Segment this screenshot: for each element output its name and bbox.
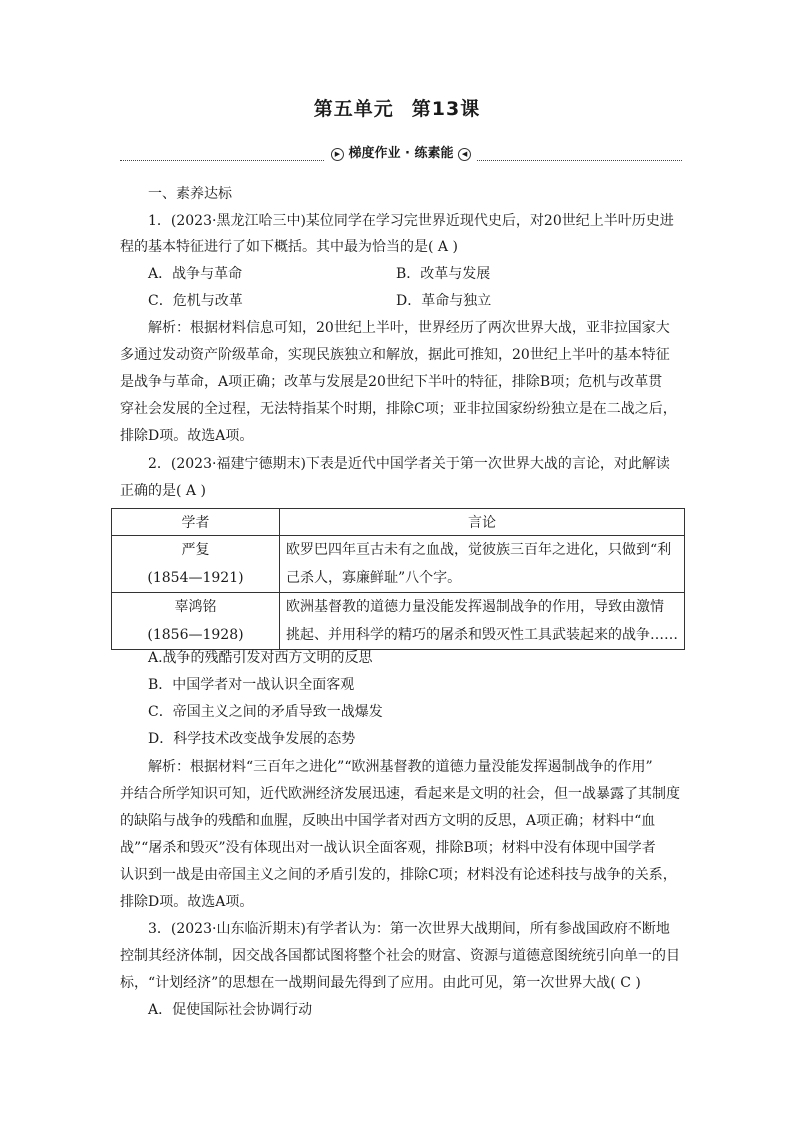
section-heading: 一、素养达标 (148, 186, 232, 202)
unit-title: 第五单元 (313, 98, 394, 120)
table-header-scholar: 学者 (112, 509, 280, 536)
q1-analysis-line4: 穿社会发展的全过程，无法特指某个时期，排除C项；亚非拉国家纷纷独立是在二战之后， (120, 401, 677, 417)
q1-analysis-line5: 排除D项。故选A项。 (120, 428, 254, 444)
q2-analysis-line4: 战”“屠杀和毁灭”没有体现出对一战认识全面客观，排除B项；材料中没有体现中国学者 (120, 840, 656, 856)
quote-line: 己杀人，寡廉鲜耻”八个字。 (286, 570, 462, 586)
scholar-years: (1854—1921) (147, 570, 244, 586)
scholar-cell (112, 536, 280, 593)
lesson-title: 第13课 (411, 98, 481, 120)
table-header-quote: 言论 (280, 509, 685, 536)
q2-analysis-line3: 的缺陷与战争的残酷和血腥，反映出中国学者对西方文明的反思，A项正确；材料中“血 (120, 813, 656, 829)
q1-stem-line1: 1．(2023·黑龙江哈三中)某位同学在学习完世界近现代史后，对20世纪上半叶历史进 (148, 213, 674, 229)
quote-cell (280, 536, 685, 593)
q1-option-a: A．战争与革命 (148, 266, 243, 282)
q2-analysis-line1: 解析：根据材料“三百年之进化”“欧洲基督教的道德力量没能发挥遏制战争的作用” (148, 759, 653, 775)
scholar-name: 严复 (181, 542, 210, 558)
play-left-icon: ◀ (458, 148, 471, 161)
scholar-name: 辜鸿铭 (174, 599, 217, 615)
q3-stem-line2: 控制其经济体制，因交战各国都试图将整个社会的财富、资源与道德意图统统引向单一的目 (120, 948, 680, 964)
q1-option-c: C．危机与改革 (148, 293, 243, 309)
q2-stem-line1: 2．(2023·福建宁德期末)下表是近代中国学者关于第一次世界大战的言论，对此解读 (148, 456, 670, 472)
q2-analysis-line5: 认识到一战是由帝国主义之间的矛盾引发的，排除C项；材料没有论述科技与战争的关系， (120, 867, 677, 883)
table-row (112, 593, 685, 650)
q1-stem-line2: 程的基本特征进行了如下概括。其中最为恰当的是( A ) (120, 239, 458, 255)
page-title (0, 94, 794, 121)
q2-stem-line2: 正确的是( A ) (120, 483, 206, 499)
q3-stem-line1: 3．(2023·山东临沂期末)有学者认为：第一次世界大战期间，所有参战国政府不断地 (148, 921, 670, 937)
q2-analysis-line6: 排除D项。故选A项。 (120, 894, 254, 910)
quote-line: 欧罗巴四年亘古未有之血战，觉彼族三百年之进化，只做到“利 (286, 542, 672, 558)
q1-option-d: D．革命与独立 (396, 293, 492, 309)
q3-option-a: A．促使国际社会协调行动 (148, 1002, 313, 1018)
banner-label: 梯度作业 · 练素能 (348, 146, 454, 161)
q3-stem-line3: 标，“计划经济”的思想在一战期间最先得到了应用。由此可见，第一次世界大战( C ) (120, 975, 641, 991)
q2-analysis-line2: 并结合所学知识可知，近代欧洲经济发展迅速，看起来是文明的社会，但一战暴露了其制度 (120, 786, 680, 802)
q2-option-b: B．中国学者对一战认识全面客观 (148, 677, 355, 693)
scholar-years: (1856—1928) (147, 627, 244, 643)
quote-line: 欧洲基督教的道德力量没能发挥遏制战争的作用，导致由激情 (286, 599, 664, 615)
q1-option-b: B．改革与发展 (396, 266, 491, 282)
q2-option-a: A.战争的残酷引发对西方文明的反思 (148, 650, 373, 666)
quote-line: 挑起、并用科学的精巧的屠杀和毁灭性工具武装起来的战争…… (286, 627, 678, 643)
q1-analysis-line2: 多通过发动资产阶级革命，实现民族独立和解放，据此可推知，20世纪上半叶的基本特征 (120, 347, 670, 363)
scholar-cell (112, 593, 280, 650)
play-right-icon: ▶ (331, 148, 344, 161)
q2-option-d: D．科学技术改变战争发展的态势 (148, 731, 356, 747)
q1-analysis-line3: 是战争与革命，A项正确；改革与发展是20世纪下半叶的特征，排除B项；危机与改革贯 (120, 374, 663, 390)
table-row (112, 536, 685, 593)
quotes-table (111, 508, 685, 650)
quote-cell (280, 593, 685, 650)
q2-option-c: C．帝国主义之间的矛盾导致一战爆发 (148, 704, 383, 720)
table-header-row (112, 509, 685, 536)
section-banner (120, 140, 682, 166)
q1-analysis-line1: 解析：根据材料信息可知，20世纪上半叶，世界经历了两次世界大战，亚非拉国家大 (148, 320, 670, 336)
